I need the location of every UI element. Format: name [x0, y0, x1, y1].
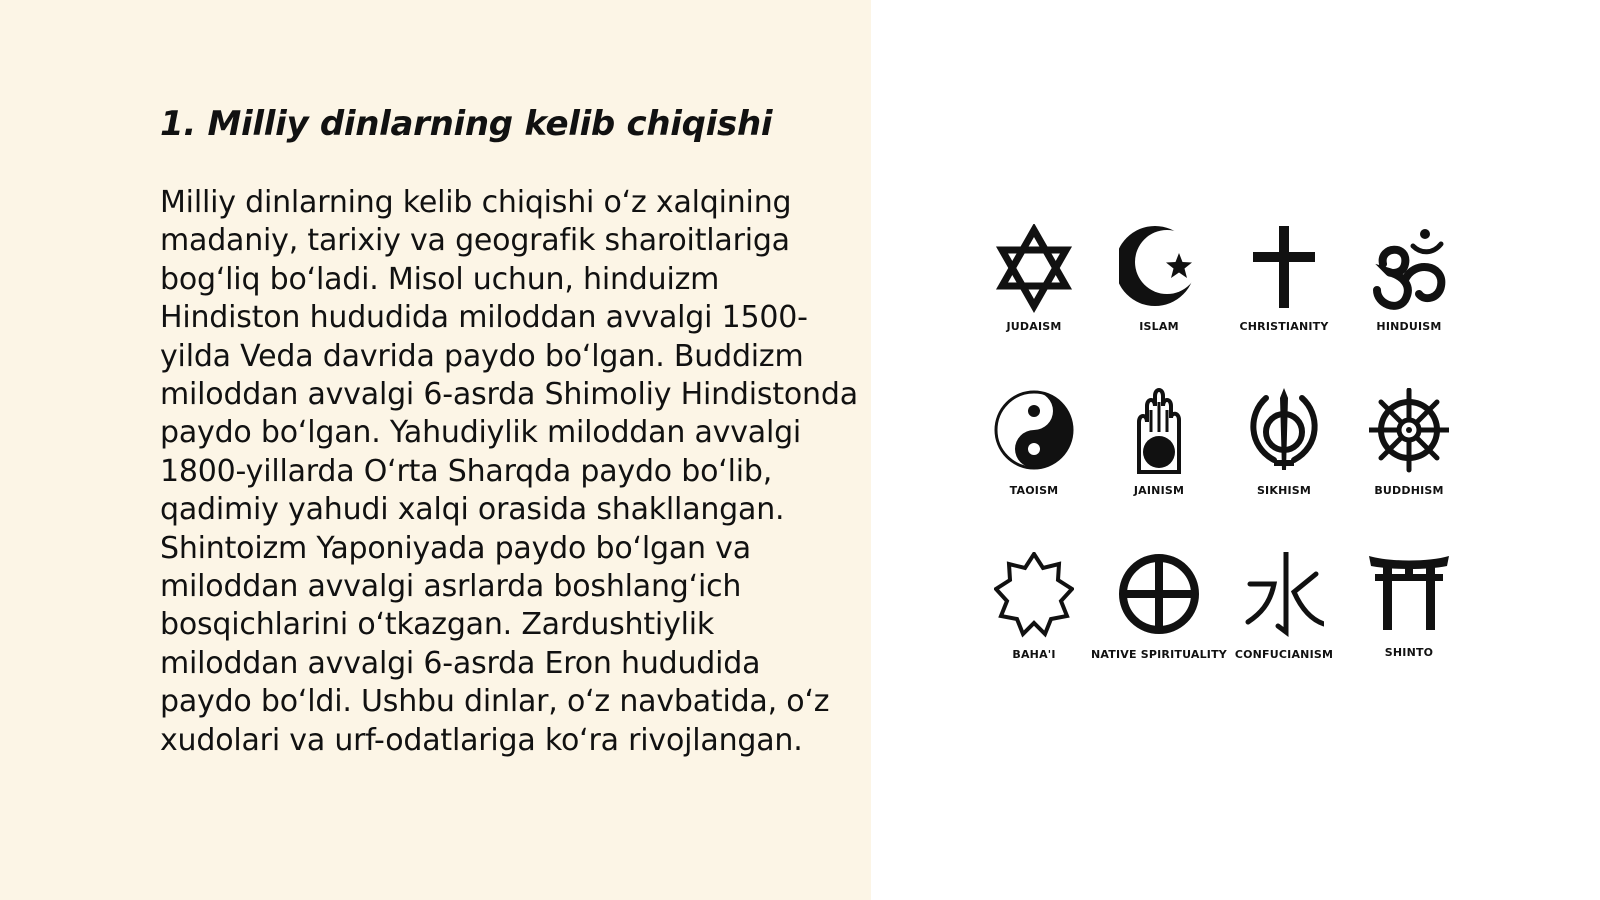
- symbol-label: NATIVE SPIRITUALITY: [1091, 648, 1227, 661]
- symbol-hinduism: [1334, 224, 1484, 364]
- jain-hand-icon: [1119, 388, 1199, 478]
- symbol-label: CONFUCIANISM: [1234, 648, 1334, 661]
- torii-gate-icon: [1369, 552, 1449, 642]
- religion-symbols-image: [871, 0, 1600, 900]
- water-character-icon: [1244, 552, 1324, 642]
- symbol-label: JUDAISM: [1006, 320, 1062, 333]
- symbol-shinto: [1334, 552, 1484, 692]
- symbol-label: BUDDHISM: [1374, 484, 1444, 497]
- crescent-star-icon: [1119, 224, 1199, 314]
- symbol-label: JAINISM: [1133, 484, 1185, 497]
- dharma-wheel-icon: [1369, 388, 1449, 478]
- symbol-label: ISLAM: [1139, 320, 1179, 333]
- slide-body-text: Milliy dinlarning kelib chiqishi o‘z xalqining madaniy, tarixiy va geografik sharoitlariga bog‘liq bo‘ladi. Misol uchun, hinduizm Hindiston hududida miloddan avvalgi 1500-yilda Veda davrida paydo bo‘lgan. Buddizm miloddan avvalgi 6-asrda Shimoliy Hindistonda paydo bo‘lgan. Yahudiylik miloddan avvalgi 1800-yillarda O‘rta Sharqda paydo bo‘lib, qadimiy yahudi xalqi orasida shakllangan. Shintoizm Yaponiyada paydo bo‘lgan va miloddan avvalgi asrlarda boshlang‘ich bosqichlarini o‘tkazgan. Zardushtiylik miloddan avvalgi 6-asrda Eron hududida paydo bo‘ldi. Ushbu dinlar, o‘z navbatida, o‘z xudolari va urf-odatlariga ko‘ra rivojlangan.: [160, 185, 858, 758]
- symbol-buddhism: [1334, 388, 1484, 528]
- symbol-label: HINDUISM: [1376, 320, 1442, 333]
- star-of-david-icon: [994, 224, 1074, 314]
- yin-yang-icon: [994, 388, 1074, 478]
- slide-title: 1. Milliy dinlarning kelib chiqishi: [160, 104, 773, 144]
- nine-point-star-icon: [994, 552, 1074, 642]
- symbol-label: SHINTO: [1384, 646, 1434, 659]
- om-icon: [1369, 224, 1449, 314]
- symbol-label: CHRISTIANITY: [1239, 320, 1329, 333]
- symbol-label: SIKHISM: [1256, 484, 1312, 497]
- khanda-icon: [1244, 388, 1324, 478]
- cross-icon: [1244, 224, 1324, 314]
- sun-cross-icon: [1119, 552, 1199, 642]
- symbol-label: TAOISM: [1009, 484, 1059, 497]
- symbol-label: BAHA'I: [1012, 648, 1056, 661]
